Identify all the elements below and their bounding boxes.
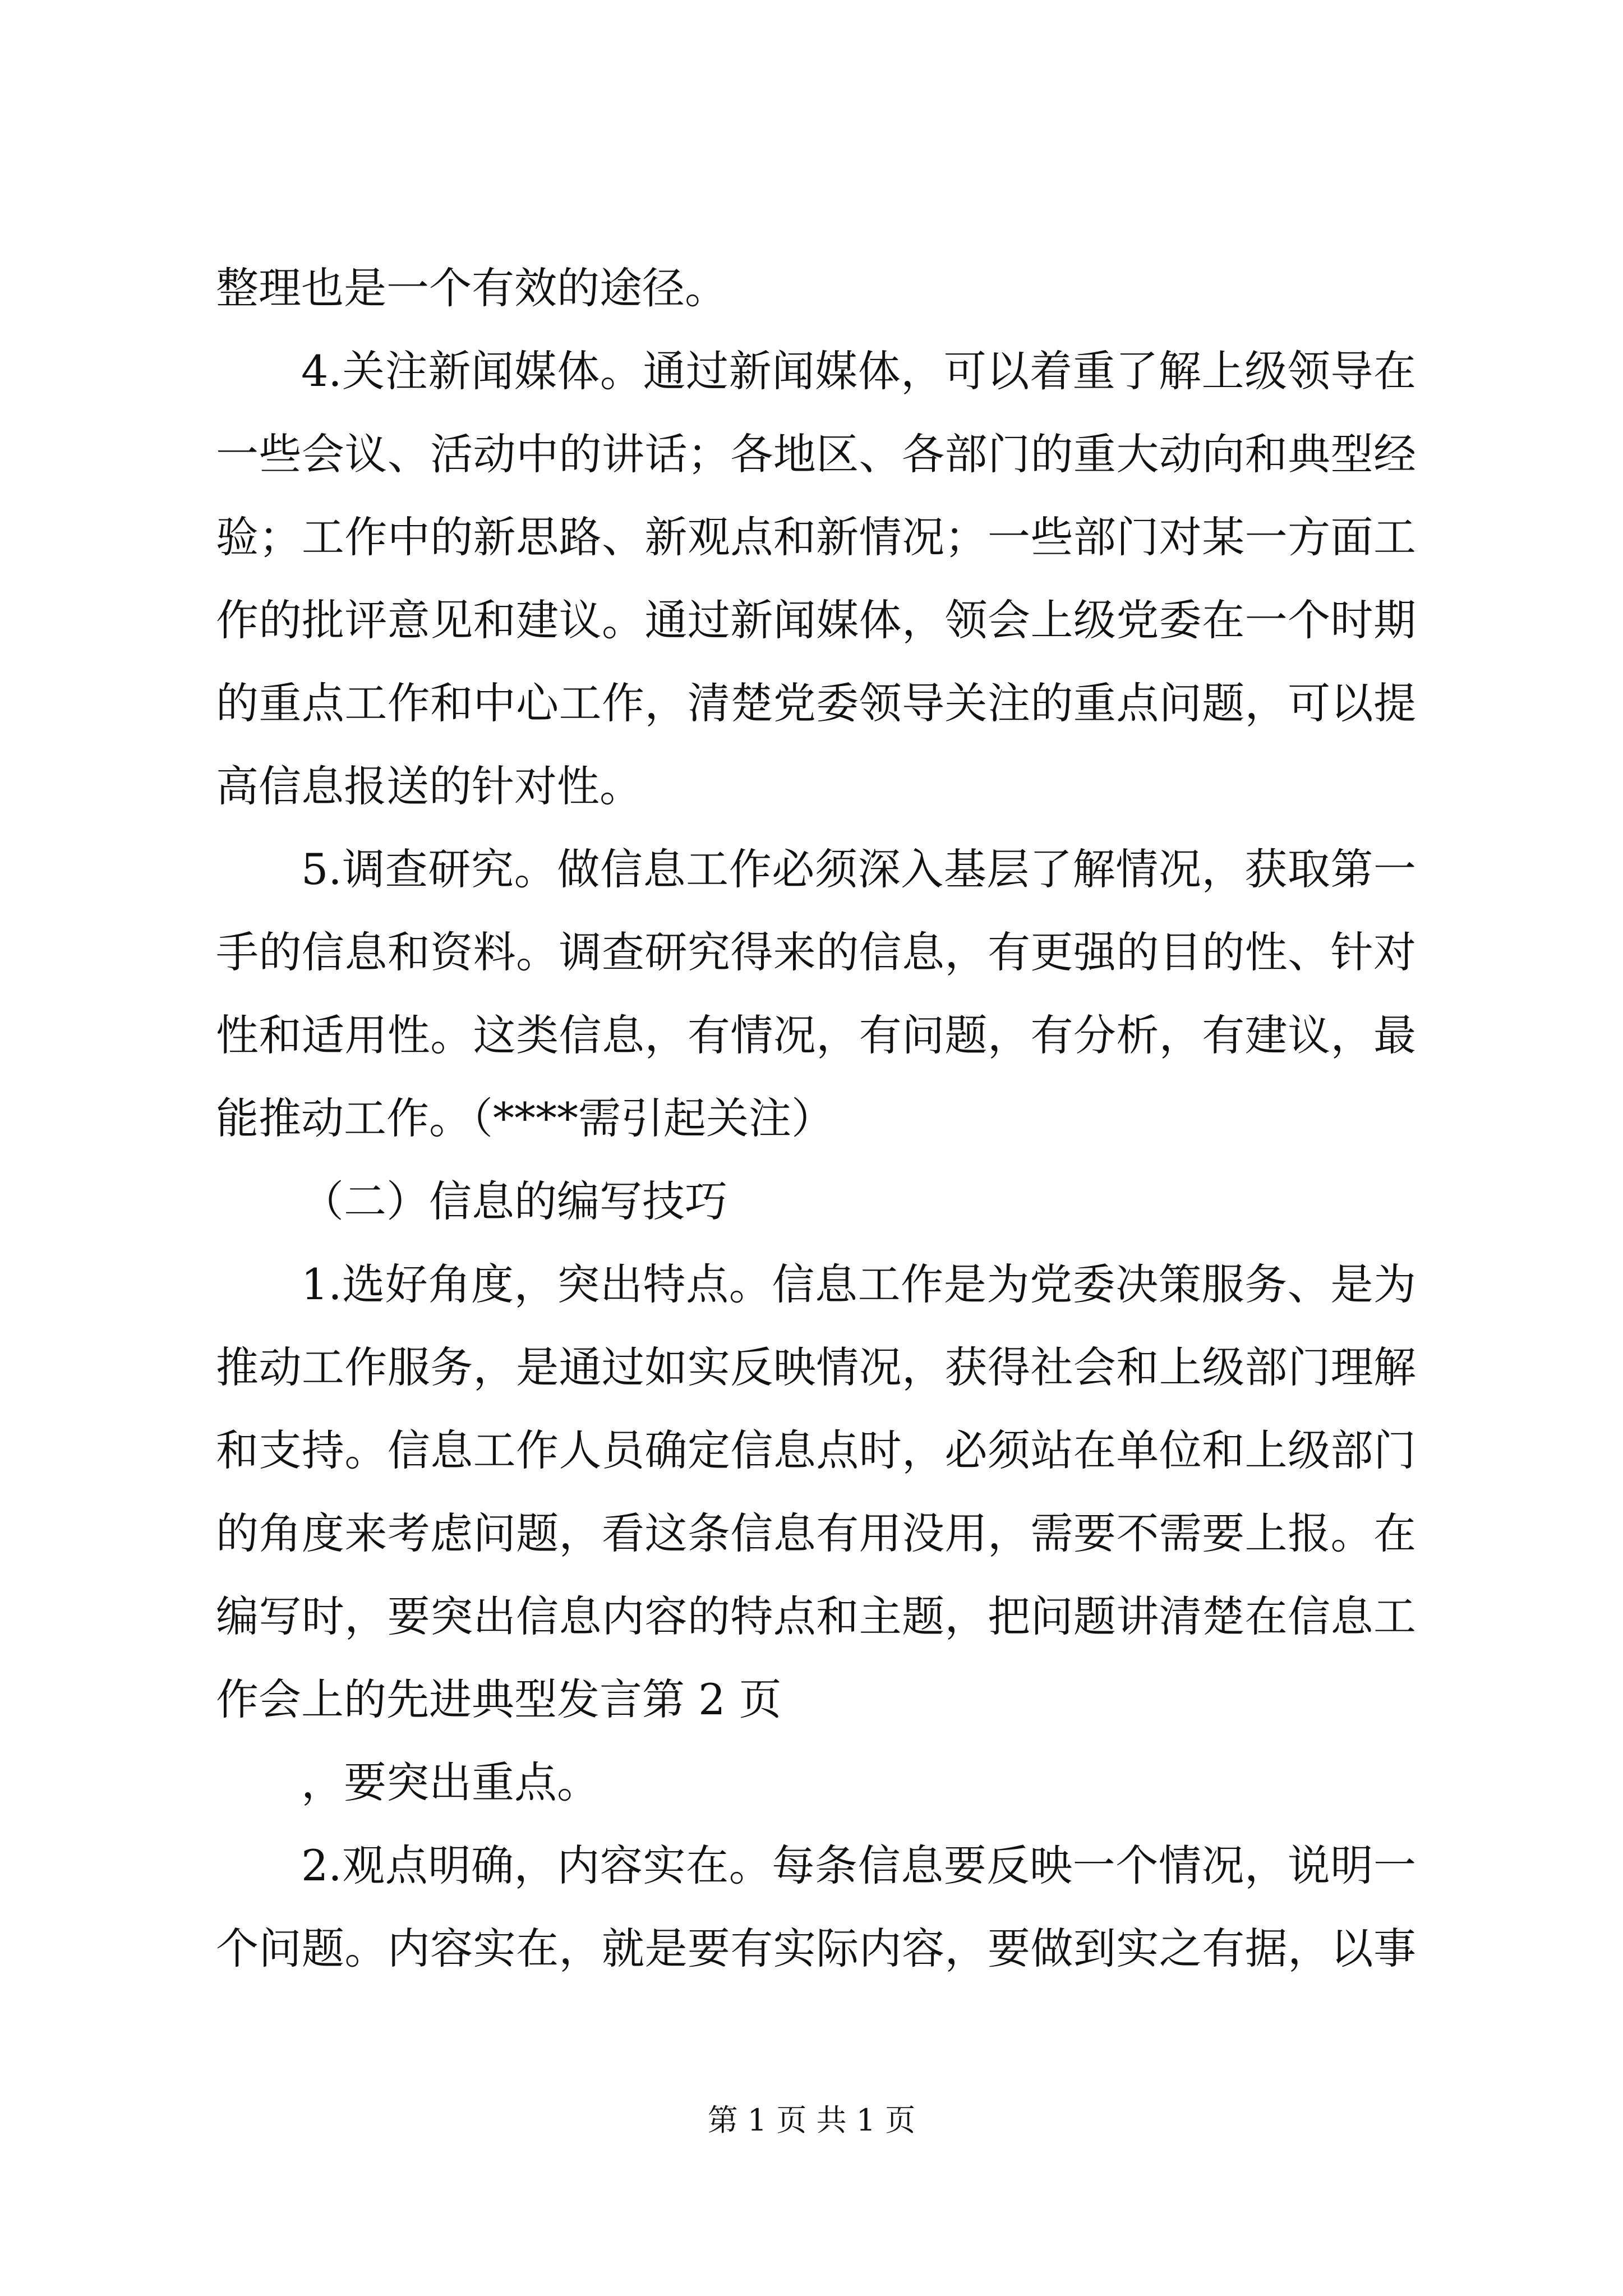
text-line: 1.选好角度，突出特点。信息工作是为党委决策服务、是为 <box>301 1259 1416 1309</box>
text-line: 手的信息和资料。调查研究得来的信息，有更强的目的性、针对 <box>216 927 1416 977</box>
text-line: ，要突出重点。 <box>301 1757 600 1807</box>
page-footer: 第 1 页 共 1 页 <box>707 2102 916 2138</box>
text-line: 能推动工作。（****需引起关注） <box>216 1093 834 1143</box>
text-line: 编写时，要突出信息内容的特点和主题，把问题讲清楚在信息工 <box>216 1591 1416 1641</box>
text-line: 一些会议、活动中的讲话；各地区、各部门的重大动向和典型经 <box>216 429 1416 479</box>
text-line: 验；工作中的新思路、新观点和新情况；一些部门对某一方面工 <box>216 512 1416 562</box>
text-line: 作的批评意见和建议。通过新闻媒体，领会上级党委在一个时期 <box>216 595 1416 645</box>
document-body <box>216 247 1416 1990</box>
text-line: 的角度来考虑问题，看这条信息有用没用，需要不需要上报。在 <box>216 1508 1416 1558</box>
text-line: 5.调查研究。做信息工作必须深入基层了解情况，获取第一 <box>301 844 1416 894</box>
text-line: 4.关注新闻媒体。通过新闻媒体，可以着重了解上级领导在 <box>301 346 1416 396</box>
text-line: 高信息报送的针对性。 <box>216 761 642 811</box>
text-line: 和支持。信息工作人员确定信息点时，必须站在单位和上级部门 <box>216 1425 1416 1475</box>
section-heading: （二）信息的编写技巧 <box>301 1176 727 1226</box>
text-line: 作会上的先进典型发言第 2 页 <box>216 1674 782 1724</box>
text-line: 性和适用性。这类信息，有情况，有问题，有分析，有建议，最 <box>216 1010 1416 1060</box>
text-line: 推动工作服务，是通过如实反映情况，获得社会和上级部门理解 <box>216 1342 1416 1392</box>
text-line: 的重点工作和中心工作，清楚党委领导关注的重点问题，可以提 <box>216 678 1416 728</box>
text-line: 个问题。内容实在，就是要有实际内容，要做到实之有据，以事 <box>216 1924 1416 1973</box>
text-line: 2.观点明确，内容实在。每条信息要反映一个情况，说明一 <box>301 1841 1416 1890</box>
text-line: 整理也是一个有效的途径。 <box>216 263 727 313</box>
